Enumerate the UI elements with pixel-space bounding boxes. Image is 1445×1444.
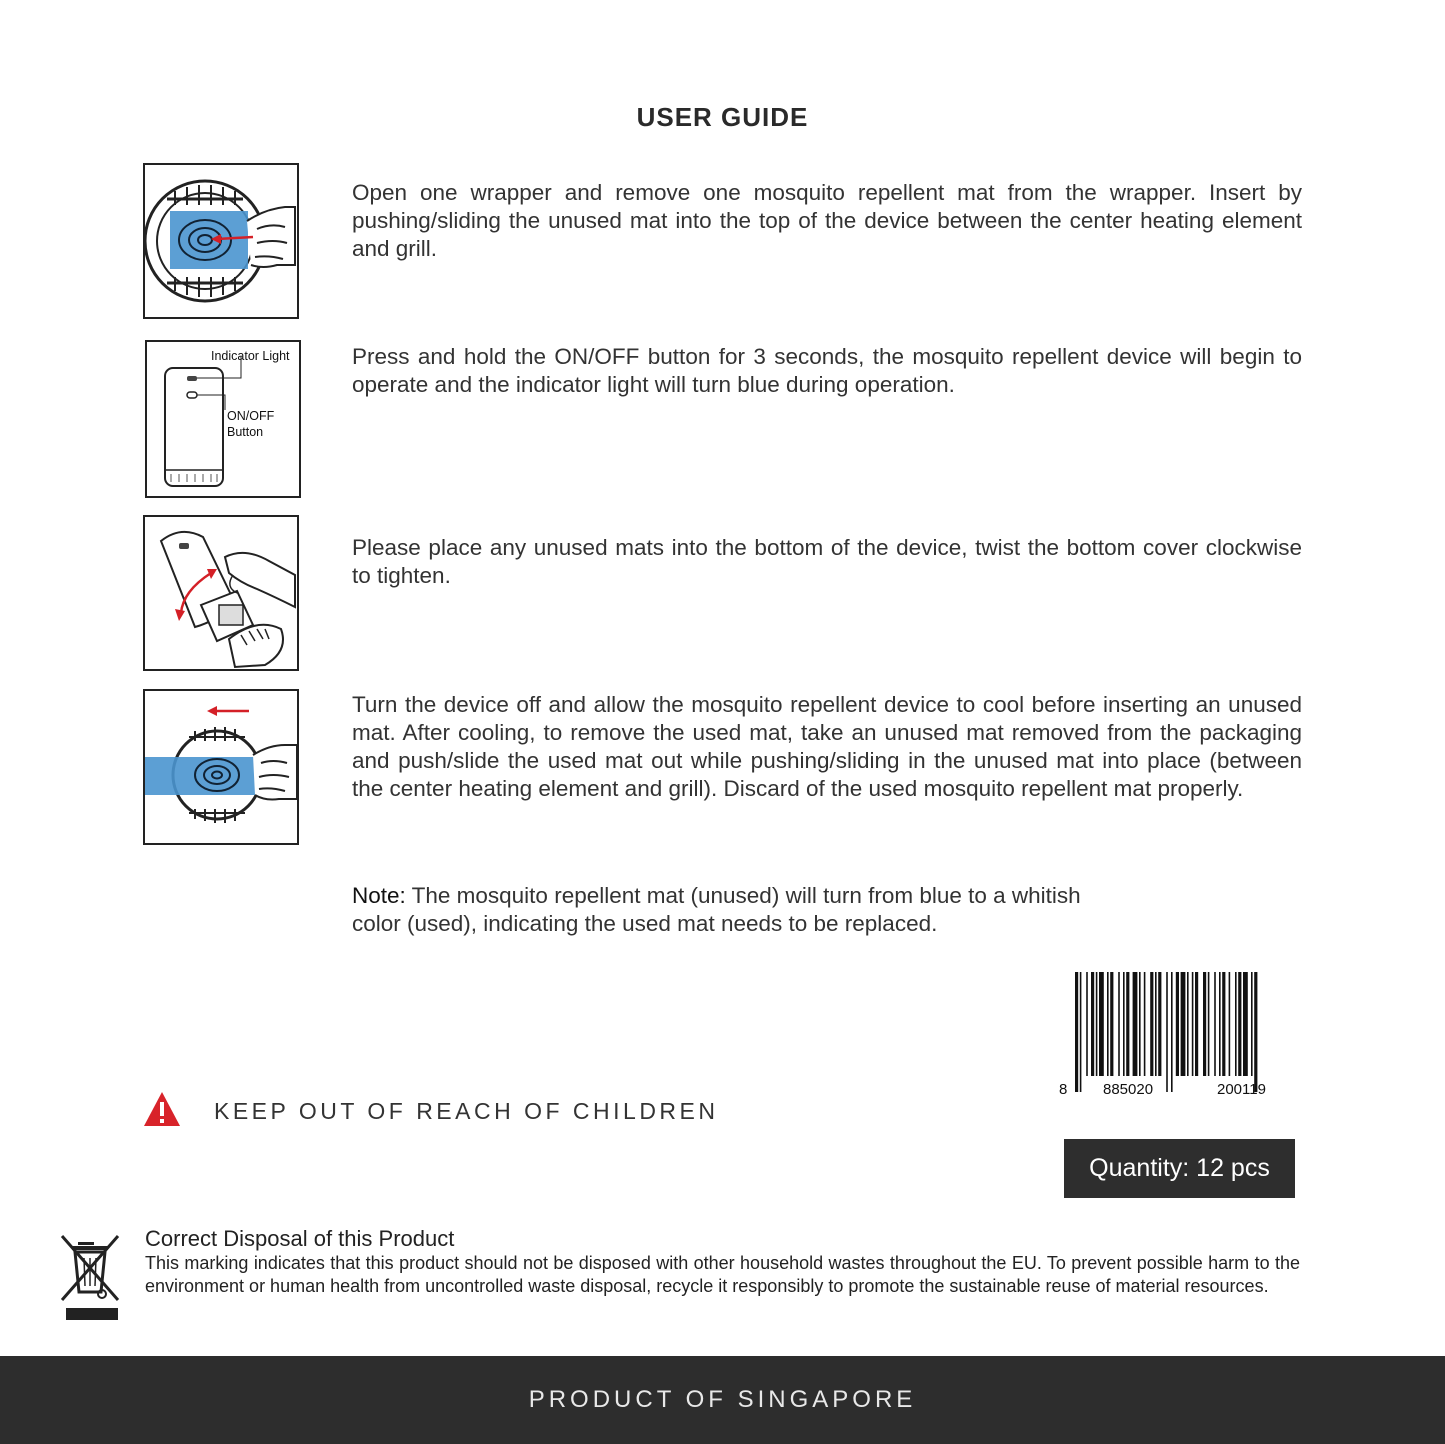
note-text: The mosquito repellent mat (unused) will turn from blue to a whitish color (used), indicating the used mat needs to be replaced. bbox=[352, 883, 1081, 936]
disposal-title: Correct Disposal of this Product bbox=[145, 1226, 455, 1251]
crossed-bin-icon bbox=[60, 1234, 124, 1322]
button-label: Button bbox=[227, 425, 264, 439]
barcode-group-1: 885020 bbox=[1103, 1081, 1154, 1098]
quantity-badge: Quantity: 12 pcs bbox=[1064, 1139, 1295, 1198]
step-4-text: Turn the device off and allow the mosquito repellent device to cool before inserting an unused mat. After cooling, to remove the used mat, take an unused mat removed from the packaging and push/slide the used mat out while pushing/sliding in the unused mat into place (between the center heating element and grill). Discard of the used mosquito repellent mat properly. bbox=[352, 692, 1302, 801]
page-title: USER GUIDE bbox=[636, 102, 809, 132]
on-off-label: ON/OFF bbox=[227, 409, 275, 423]
barcode bbox=[1057, 970, 1307, 1100]
step-2-illustration bbox=[145, 340, 301, 498]
step-2-text: Press and hold the ON/OFF button for 3 seconds, the mosquito repellent device will begin to operate and the indicator light will turn blue during operation. bbox=[352, 344, 1302, 397]
barcode-first-digit: 8 bbox=[1059, 1081, 1068, 1098]
indicator-light-label: Indicator Light bbox=[211, 349, 290, 363]
step-3-text: Please place any unused mats into the bottom of the device, twist the bottom cover clockwise to tighten. bbox=[352, 535, 1302, 588]
warning-text: KEEP OUT OF REACH OF CHILDREN bbox=[214, 1098, 719, 1124]
note bbox=[352, 882, 1112, 938]
step-4-illustration bbox=[143, 689, 299, 845]
disposal-text: This marking indicates that this product should not be disposed with other household wastes throughout the EU. To prevent possible harm to the environment or human health from uncontrolled waste disposal, recycle it responsibly to promote the sustainable reuse of material resources. bbox=[145, 1253, 1300, 1296]
barcode-group-2: 200119 bbox=[1217, 1081, 1266, 1098]
step-1-illustration bbox=[143, 163, 299, 319]
warning-icon bbox=[143, 1090, 181, 1128]
step-3-illustration bbox=[143, 515, 299, 671]
footer-band: PRODUCT OF SINGAPORE bbox=[0, 1356, 1445, 1444]
step-1-text: Open one wrapper and remove one mosquito repellent mat from the wrapper. Insert by pushing/sliding the unused mat into the top of the device between the center heating element and grill. bbox=[352, 180, 1302, 261]
note-label: Note: bbox=[352, 883, 406, 908]
